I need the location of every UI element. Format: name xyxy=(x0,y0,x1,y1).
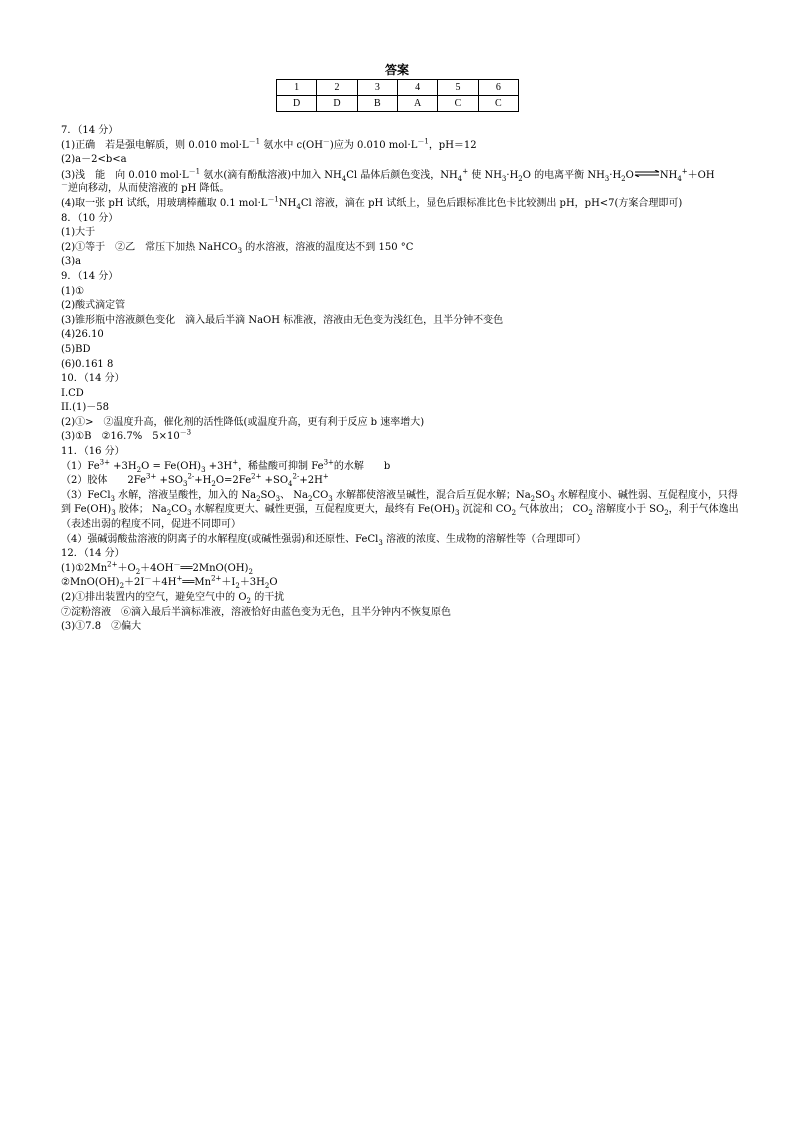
q9-answer-3: (3)锥形瓶中溶液颜色变化 滴入最后半滴 NaOH 标准液，溶液由无色变为浅红色，且半分钟不变色 xyxy=(61,314,504,326)
q9-answer-1: (1)① xyxy=(61,285,85,297)
table-cell: 1 xyxy=(277,80,317,96)
q8-heading: 8．（10 分） xyxy=(61,212,119,224)
q12-heading: 12．（14 分） xyxy=(61,548,125,560)
q11-answer-3: （3）FeCl$_3$ 水解，溶液呈酸性，加入的 $Na_2SO_3$、 $Na_2CO_3$ 水解都使溶液呈碱性，混合后互促水解；$Na_2SO_3$ 水解程度小、碱性弱、互促程度小，只得到 $Fe(OH)_3$ 胶体； $Na_2CO_3$ 水解程度更大、碱性更强，互促程度更大，最终有 $Fe(OH)_3$ 沉淀和 $CO_2$ 气体放出； $CO_2$ 溶解度小于 $SO_2$，利于气体逸出（表述出弱的程度不同，促进不同即可） xyxy=(61,489,739,531)
q7-answer-3: (3)浅 能 向 0.010 $mol\cdot L^{-1}$ 氨水(滴有酚酞溶液)中加入 $NH_4Cl$ 晶体后颜色变浅，$NH_4^+$ 使 $NH_3\cdot H_2O$ 的电离平衡 $NH_3\cdot H_2O$ $NH_4^++OH$ xyxy=(61,167,715,183)
table-cell: C xyxy=(478,96,518,112)
page-title: 答案 xyxy=(384,63,409,77)
table-cell: D xyxy=(277,96,317,112)
q8-answer-2: (2)①等于 ②乙 常压下加热 NaHCO$_3$ 的水溶液，溶液的温度达不到 150 °C xyxy=(61,241,414,255)
q10-answer-1: I.CD xyxy=(61,387,84,399)
q12-answer-4: ⑦淀粉溶液 ⑥滴入最后半滴标准液，溶液恰好由蓝色变为无色，且半分钟内不恢复原色 xyxy=(61,606,451,618)
q10-answer-3: (2)①> ②温度升高，催化剂的活性降低(或温度升高，更有利于反应 b 速率增大) xyxy=(61,416,425,428)
q12-answer-5: (3)①7.8 ②偏大 xyxy=(61,621,142,633)
q7-heading: 7．（14 分） xyxy=(61,125,119,136)
q11-heading: 11．（16 分） xyxy=(61,446,125,458)
q7-answer-4: (4)取一张 pH 试纸，用玻璃棒蘸取 0.1 $mol\cdot L^{-1}NH_4Cl$ 溶液，滴在 pH 试纸上，显色后跟标准比色卡比较测出 pH，pH<7(方案合理即可) xyxy=(61,195,683,211)
q9-answer-2: (2)酸式滴定管 xyxy=(61,300,126,312)
table-cell: 2 xyxy=(317,80,357,96)
table-row-numbers xyxy=(277,80,519,96)
q10-answer-2: II.(1)－58 xyxy=(61,402,109,414)
equilibrium-arrow-icon xyxy=(634,168,660,183)
table-cell: B xyxy=(357,96,397,112)
q7-answer-1: (1)正确 若是强电解质，则 0.010 $mol\cdot L^{-1}$ 氨水中 c(OH－)应为 0.010 $mol\cdot L^{-1}$，pH＝12 xyxy=(61,137,477,151)
q9-answer-4: (4)26.10 xyxy=(61,329,104,341)
q8-answer-3: (3)a xyxy=(61,256,82,268)
table-cell: A xyxy=(397,96,437,112)
q9-answer-5: (5)BD xyxy=(61,343,91,355)
answer-table xyxy=(276,79,519,112)
q9-heading: 9．（14 分） xyxy=(61,270,119,282)
q7-answer-2: (2)a－2<b<a xyxy=(61,154,127,166)
q12-answer-1: $(1)①2Mn^{2+}+O_2+4OH^-══2MnO(OH)_2$ xyxy=(61,560,253,576)
table-cell: 5 xyxy=(438,80,478,96)
q12-answer-2: $②MnO(OH)_2+2I^-+4H^+══Mn^{2+}+I_2+3H_2O$ xyxy=(61,575,278,591)
q10-heading: 10．（14 分） xyxy=(61,373,125,385)
q11-answer-1: $(1)Fe^{3+} +3H_2O = Fe(OH)_3 +3H^+$，稀盐酸可抑制 $Fe^{3+}$的水解 b xyxy=(61,458,391,474)
table-cell: C xyxy=(438,96,478,112)
q9-answer-6: (6)0.161 8 xyxy=(61,358,114,370)
table-cell: 4 xyxy=(397,80,437,96)
q11-answer-2: （2）胶体 $2Fe^{3+} +SO_3^{2-}+H_2O=2Fe^{2+} +SO_4^{2-}+2H^+$ xyxy=(61,472,329,489)
q8-answer-1: (1)大于 xyxy=(61,227,96,239)
q11-answer-4: （4）强碱弱酸盐溶液的阴离子的水解程度(或碱性强弱)和还原性、FeCl$_3$ 溶液的浓度、生成物的溶解性等（合理即可） xyxy=(61,533,586,547)
q7-answer-3-cont: －逆向移动，从而使溶液的 pH 降低。 xyxy=(61,181,230,195)
answer-content xyxy=(61,124,741,635)
table-cell: 6 xyxy=(478,80,518,96)
q12-answer-3: (2)①排出装置内的空气，避免空气中的 $O_2$ 的干扰 xyxy=(61,592,285,605)
q10-answer-4: (3)①B ②16.7% $5\times 10^{-3}$ xyxy=(61,429,192,443)
table-cell: D xyxy=(317,96,357,112)
table-cell: 3 xyxy=(357,80,397,96)
table-row-answers xyxy=(277,96,519,112)
